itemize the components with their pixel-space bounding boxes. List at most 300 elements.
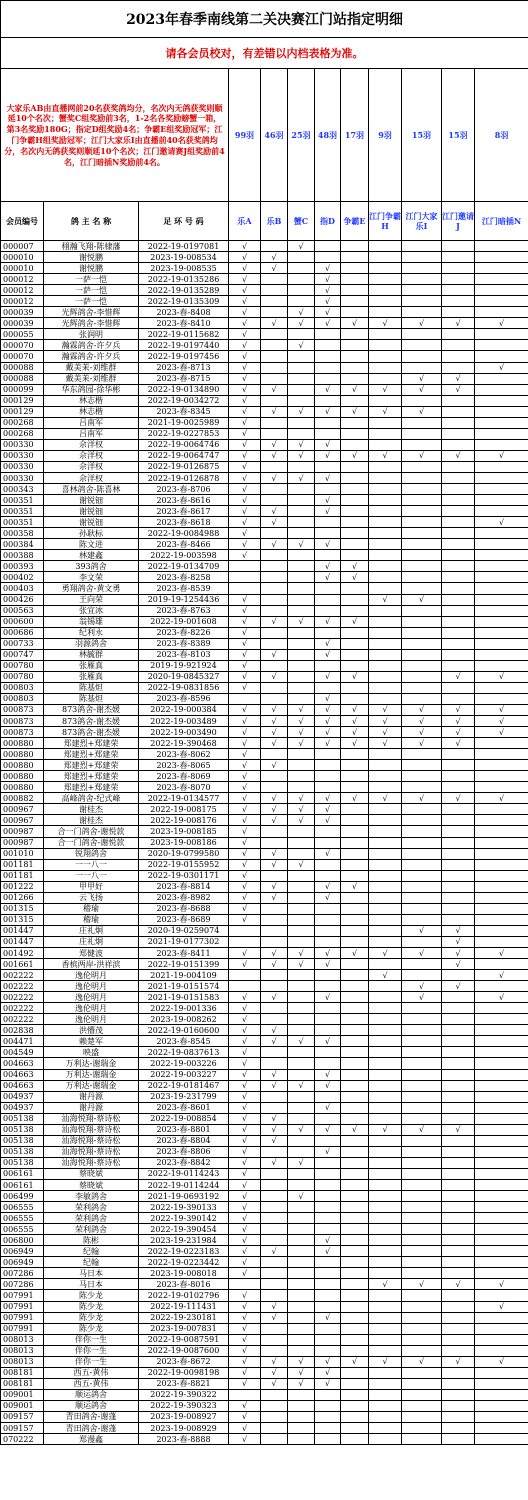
table-row [1,671,528,682]
rules-row [1,69,528,202]
entry-mark-cell [341,837,369,848]
entry-mark-cell [369,561,402,572]
member-id-cell: 005138 [1,1124,44,1135]
entry-mark-cell [369,804,402,815]
entry-mark-cell: √ [475,517,528,528]
entry-mark-cell: √ [341,572,369,583]
entry-mark-cell: √ [315,274,341,285]
owner-name-cell: 洪懵茂 [44,1025,139,1036]
entry-mark-cell [442,506,475,517]
member-id-cell: 009001 [1,1389,44,1400]
entry-mark-cell [341,914,369,925]
entry-mark-cell [288,936,315,947]
entry-mark-cell: √ [402,925,442,936]
header-row [1,202,528,241]
entry-mark-cell [261,461,288,472]
entry-mark-cell [402,528,442,539]
entry-mark-cell [369,992,402,1003]
entry-mark-cell: √ [475,362,528,373]
entry-mark-cell [341,1069,369,1080]
entry-mark-cell [261,373,288,384]
entry-mark-cell [475,627,528,638]
entry-mark-cell: √ [341,384,369,395]
owner-name-cell: 荣利鸽舍 [44,1224,139,1235]
table-row [1,1191,528,1202]
member-id-cell: 007991 [1,1290,44,1301]
entry-mark-cell [261,572,288,583]
member-id-cell: 000099 [1,384,44,395]
entry-mark-cell [315,428,341,439]
ring-number-cell: 2022-19-0087600 [139,1345,229,1356]
entry-mark-cell [261,307,288,318]
member-id-cell: 009157 [1,1423,44,1434]
entry-mark-cell [402,340,442,351]
entry-mark-cell [369,682,402,693]
ring-number-cell: 2022-19-0135286 [139,274,229,285]
entry-mark-cell [402,616,442,627]
entry-mark-cell [442,1378,475,1389]
ring-number-cell: 2023-春-8672 [139,1356,229,1367]
ring-number-cell: 2022-19-0197440 [139,340,229,351]
entry-mark-cell [442,1191,475,1202]
entry-mark-cell [341,1168,369,1179]
entry-mark-cell [288,870,315,881]
member-id-cell: 000088 [1,373,44,384]
prize-rules-text: 大家乐AB由直播网前20名获奖鸽均分，名次内无鸽获奖则顺延10个名次；蟹奖C组奖励前3名，1-2名各奖励螃蟹一箱，第3名奖励180G；指定D组奖励4名；争霸E组奖励冠军；江门争霸H组奖励冠军；江门大家乐I由直播前40名获奖鸽均分，名次内无鸽获奖则顺延10个名次；江门邀请赛J组奖励前4名，江门暗插N奖励前4名。 [1,69,229,202]
ring-number-cell: 2023-春-8345 [139,406,229,417]
entry-mark-cell: √ [229,1345,261,1356]
entry-mark-cell [442,826,475,837]
entry-mark-cell: √ [475,716,528,727]
entry-mark-cell [341,1179,369,1190]
entry-mark-cell [261,1334,288,1345]
entry-mark-cell [315,373,341,384]
owner-name-cell: 西五-黄伟 [44,1378,139,1389]
ring-number-cell: 2023-春-8888 [139,1434,229,1445]
entry-mark-cell [442,594,475,605]
price-cell: 9羽 [369,69,402,202]
entry-mark-cell [229,981,261,992]
entry-mark-cell: √ [229,804,261,815]
ring-number-cell: 2022-19-0034272 [139,395,229,406]
entry-mark-cell [315,1058,341,1069]
entry-mark-cell [261,826,288,837]
owner-name-cell: 华东鸽园-徐华彬 [44,384,139,395]
entry-mark-cell [369,1191,402,1202]
entry-mark-cell [402,1345,442,1356]
entry-mark-cell [475,1345,528,1356]
owner-name-cell: 逸伦明月 [44,1003,139,1014]
entry-mark-cell: √ [369,318,402,329]
entry-mark-cell: √ [315,1378,341,1389]
entry-mark-cell [341,627,369,638]
entry-mark-cell [369,760,402,771]
table-row [1,859,528,870]
owner-name-cell: 佘洋权 [44,472,139,483]
ring-number-cell: 2022-19-003598 [139,550,229,561]
entry-mark-cell [261,1168,288,1179]
member-id-cell: 008013 [1,1334,44,1345]
member-id-cell: 005138 [1,1113,44,1124]
entry-mark-cell [288,837,315,848]
entry-mark-cell [442,682,475,693]
ring-number-cell: 2022-19-0181467 [139,1080,229,1091]
table-row [1,605,528,616]
member-id-cell: 000330 [1,472,44,483]
ring-number-cell: 2023-19-231799 [139,1091,229,1102]
table-row [1,1146,528,1157]
entry-mark-cell: √ [475,1356,528,1367]
entry-mark-cell: √ [288,738,315,749]
entry-mark-cell: √ [442,671,475,682]
entry-mark-cell [402,1047,442,1058]
entry-mark-cell [369,517,402,528]
entry-mark-cell [315,1135,341,1146]
table-row [1,881,528,892]
entry-mark-cell [442,274,475,285]
entry-mark-cell: √ [261,1157,288,1168]
ring-number-cell: 2022-19-003226 [139,1058,229,1069]
entry-mark-cell [442,539,475,550]
entry-mark-cell [369,1312,402,1323]
owner-name-cell: 荣利鸽舍 [44,1213,139,1224]
entry-mark-cell: √ [442,716,475,727]
ring-number-cell: 2023-春-8065 [139,760,229,771]
member-id-cell: 000880 [1,738,44,749]
entry-mark-cell [288,1423,315,1434]
entry-mark-cell [475,1434,528,1445]
entry-mark-cell: √ [288,704,315,715]
entry-mark-cell: √ [288,959,315,970]
entry-mark-cell [369,605,402,616]
entry-mark-cell: √ [229,1146,261,1157]
owner-name-cell: 郑建烈+郑建荣 [44,760,139,771]
table-row [1,263,528,274]
entry-mark-cell [341,605,369,616]
entry-mark-cell [475,296,528,307]
entry-mark-cell [402,362,442,373]
member-id-cell: 001315 [1,914,44,925]
table-row [1,704,528,715]
entry-mark-cell: √ [442,384,475,395]
owner-name-cell: 一一八一 [44,859,139,870]
entry-mark-cell [261,605,288,616]
entry-mark-cell [442,1080,475,1091]
entry-mark-cell: √ [369,1356,402,1367]
table-row [1,1014,528,1025]
entry-mark-cell [475,1423,528,1434]
entry-mark-cell [475,274,528,285]
table-row [1,1389,528,1400]
entry-mark-cell [288,826,315,837]
entry-mark-cell: √ [288,815,315,826]
entry-mark-cell: √ [229,362,261,373]
entry-mark-cell [315,837,341,848]
table-row [1,848,528,859]
entry-mark-cell: √ [229,627,261,638]
entry-mark-cell [288,252,315,263]
entry-mark-cell [261,749,288,760]
entry-mark-cell [475,760,528,771]
entry-mark-cell [402,1389,442,1400]
member-id-cell: 000426 [1,594,44,605]
table-row [1,484,528,495]
ring-number-cell: 2023-春-8618 [139,517,229,528]
ring-number-cell: 2022-19-000384 [139,704,229,715]
entry-mark-cell: √ [288,539,315,550]
entry-mark-cell [288,1323,315,1334]
member-id-cell: 006555 [1,1213,44,1224]
owner-name-cell: 佘洋权 [44,461,139,472]
entry-mark-cell [261,925,288,936]
ring-number-cell: 2022-19-0197081 [139,241,229,252]
entry-mark-cell [475,693,528,704]
member-id-cell: 000330 [1,439,44,450]
ring-number-cell: 2023-春-8617 [139,506,229,517]
entry-mark-cell [402,329,442,340]
entry-mark-cell [369,1058,402,1069]
entry-mark-cell: √ [261,1069,288,1080]
member-id-cell: 007286 [1,1268,44,1279]
entry-mark-cell [369,859,402,870]
owner-name-cell: 荣利鸽舍 [44,1202,139,1213]
member-id-cell: 001181 [1,870,44,881]
entry-mark-cell [475,1224,528,1235]
entry-mark-cell: √ [288,1124,315,1135]
entry-mark-cell [402,1400,442,1411]
entry-mark-cell [341,782,369,793]
entry-mark-cell [288,671,315,682]
entry-mark-cell: √ [442,1279,475,1290]
entry-mark-cell [341,959,369,970]
entry-mark-cell [402,848,442,859]
entry-mark-cell [341,815,369,826]
owner-name-cell: 郑健波 [44,948,139,959]
entry-mark-cell [315,1157,341,1168]
member-id-cell: 005138 [1,1135,44,1146]
entry-mark-cell: √ [261,517,288,528]
entry-mark-cell [369,959,402,970]
entry-mark-cell: √ [261,318,288,329]
owner-name-cell: 翁锡雄 [44,616,139,627]
table-row [1,406,528,417]
entry-mark-cell: √ [402,793,442,804]
entry-mark-cell [442,859,475,870]
entry-mark-cell [442,1179,475,1190]
entry-mark-cell: √ [229,252,261,263]
owner-name-cell: 逸伦明月 [44,981,139,992]
entry-mark-cell: √ [369,948,402,959]
entry-mark-cell [341,1434,369,1445]
entry-mark-cell: √ [229,274,261,285]
entry-mark-cell: √ [261,1080,288,1091]
entry-mark-cell [288,649,315,660]
member-id-cell: 000129 [1,395,44,406]
entry-mark-cell [315,925,341,936]
table-row [1,970,528,981]
entry-mark-cell: √ [288,1191,315,1202]
entry-mark-cell [369,252,402,263]
entry-mark-cell [402,870,442,881]
table-row [1,528,528,539]
entry-mark-cell: √ [229,329,261,340]
entry-mark-cell [369,495,402,506]
entry-mark-cell [369,638,402,649]
table-row [1,1091,528,1102]
entry-mark-cell: √ [229,903,261,914]
entry-mark-cell [288,760,315,771]
owner-name-cell: 逸伦明月 [44,992,139,1003]
ring-number-cell: 2021-19-0151574 [139,981,229,992]
entry-mark-cell: √ [229,605,261,616]
entry-mark-cell: √ [229,881,261,892]
entry-mark-cell [261,627,288,638]
entry-mark-cell [229,561,261,572]
entry-mark-cell [341,892,369,903]
member-id-cell: 009001 [1,1400,44,1411]
table-row [1,1434,528,1445]
entry-mark-cell [475,782,528,793]
entry-mark-cell: √ [442,936,475,947]
entry-mark-cell: √ [229,1025,261,1036]
entry-mark-cell [341,1014,369,1025]
notice-row [1,38,528,69]
entry-mark-cell: √ [341,704,369,715]
entry-mark-cell: √ [229,285,261,296]
entry-mark-cell [475,285,528,296]
entry-mark-cell [475,914,528,925]
entry-mark-cell [475,1102,528,1113]
column-header: 鸽 主 名 称 [44,202,139,241]
entry-mark-cell: √ [261,450,288,461]
entry-mark-cell [288,1069,315,1080]
entry-mark-cell [341,682,369,693]
ring-number-cell: 2021-19-0025989 [139,417,229,428]
entry-mark-cell [288,981,315,992]
table-row [1,782,528,793]
entry-mark-cell [402,539,442,550]
table-row [1,285,528,296]
entry-mark-cell: √ [402,716,442,727]
entry-mark-cell [288,285,315,296]
entry-mark-cell: √ [288,859,315,870]
entry-mark-cell [261,351,288,362]
owner-name-cell: 稽瑜 [44,903,139,914]
table-row [1,749,528,760]
ring-number-cell: 2022-19-0135309 [139,296,229,307]
entry-mark-cell [341,329,369,340]
member-id-cell: 000686 [1,627,44,638]
ring-number-cell: 2022-19-0064747 [139,450,229,461]
entry-mark-cell [369,1157,402,1168]
entry-mark-cell: √ [261,539,288,550]
member-id-cell: 007991 [1,1312,44,1323]
column-header: 指D [315,202,341,241]
entry-mark-cell [341,1301,369,1312]
entry-mark-cell [341,417,369,428]
entry-mark-cell [288,517,315,528]
entry-mark-cell: √ [229,461,261,472]
member-id-cell: 000388 [1,550,44,561]
entry-mark-cell [402,1257,442,1268]
entry-mark-cell [402,749,442,760]
entry-mark-cell: √ [369,384,402,395]
entry-mark-cell: √ [315,318,341,329]
entry-mark-cell: √ [229,1224,261,1235]
owner-name-cell: 谢桂杰 [44,815,139,826]
ring-number-cell: 2022-19-0831856 [139,682,229,693]
entry-mark-cell [341,1268,369,1279]
entry-mark-cell [475,1312,528,1323]
entry-mark-cell [402,296,442,307]
entry-mark-cell: √ [229,1367,261,1378]
member-id-cell: 001447 [1,936,44,947]
entry-mark-cell [442,1014,475,1025]
entry-mark-cell [315,1301,341,1312]
entry-mark-cell [341,1135,369,1146]
entry-mark-cell: √ [288,472,315,483]
table-row [1,981,528,992]
entry-mark-cell [315,1179,341,1190]
entry-mark-cell: √ [229,428,261,439]
entry-mark-cell [475,1235,528,1246]
entry-mark-cell [288,970,315,981]
entry-mark-cell [475,484,528,495]
entry-mark-cell: √ [229,638,261,649]
entry-mark-cell [475,340,528,351]
entry-mark-cell [475,959,528,970]
entry-mark-cell [315,1014,341,1025]
entry-mark-cell [261,1191,288,1202]
entry-mark-cell [442,1411,475,1422]
table-row [1,1323,528,1334]
entry-mark-cell [288,1179,315,1190]
entry-mark-cell [442,771,475,782]
entry-mark-cell [341,274,369,285]
entry-mark-cell [442,561,475,572]
entry-mark-cell [369,572,402,583]
entry-mark-cell: √ [315,296,341,307]
entry-mark-cell: √ [442,793,475,804]
entry-mark-cell [442,484,475,495]
table-row [1,561,528,572]
table-row [1,495,528,506]
entry-mark-cell: √ [288,804,315,815]
table-row [1,241,528,252]
entry-mark-cell: √ [315,815,341,826]
entry-mark-cell [369,1047,402,1058]
entry-mark-cell [229,583,261,594]
entry-mark-cell: √ [229,406,261,417]
entry-mark-cell [261,638,288,649]
owner-name-cell: 郑建烈+郑建荣 [44,749,139,760]
entry-mark-cell [341,1389,369,1400]
entry-mark-cell [315,1091,341,1102]
entry-mark-cell [475,1411,528,1422]
entry-mark-cell [475,1091,528,1102]
entry-mark-cell: √ [229,1202,261,1213]
entry-mark-cell [442,1157,475,1168]
price-cell: 8羽 [475,69,528,202]
member-id-cell: 000384 [1,539,44,550]
entry-mark-cell [341,1257,369,1268]
entry-mark-cell: √ [315,738,341,749]
entry-mark-cell [402,771,442,782]
ring-number-cell: 2023-19-007831 [139,1323,229,1334]
table-row [1,517,528,528]
entry-mark-cell [261,417,288,428]
entry-mark-cell [402,970,442,981]
